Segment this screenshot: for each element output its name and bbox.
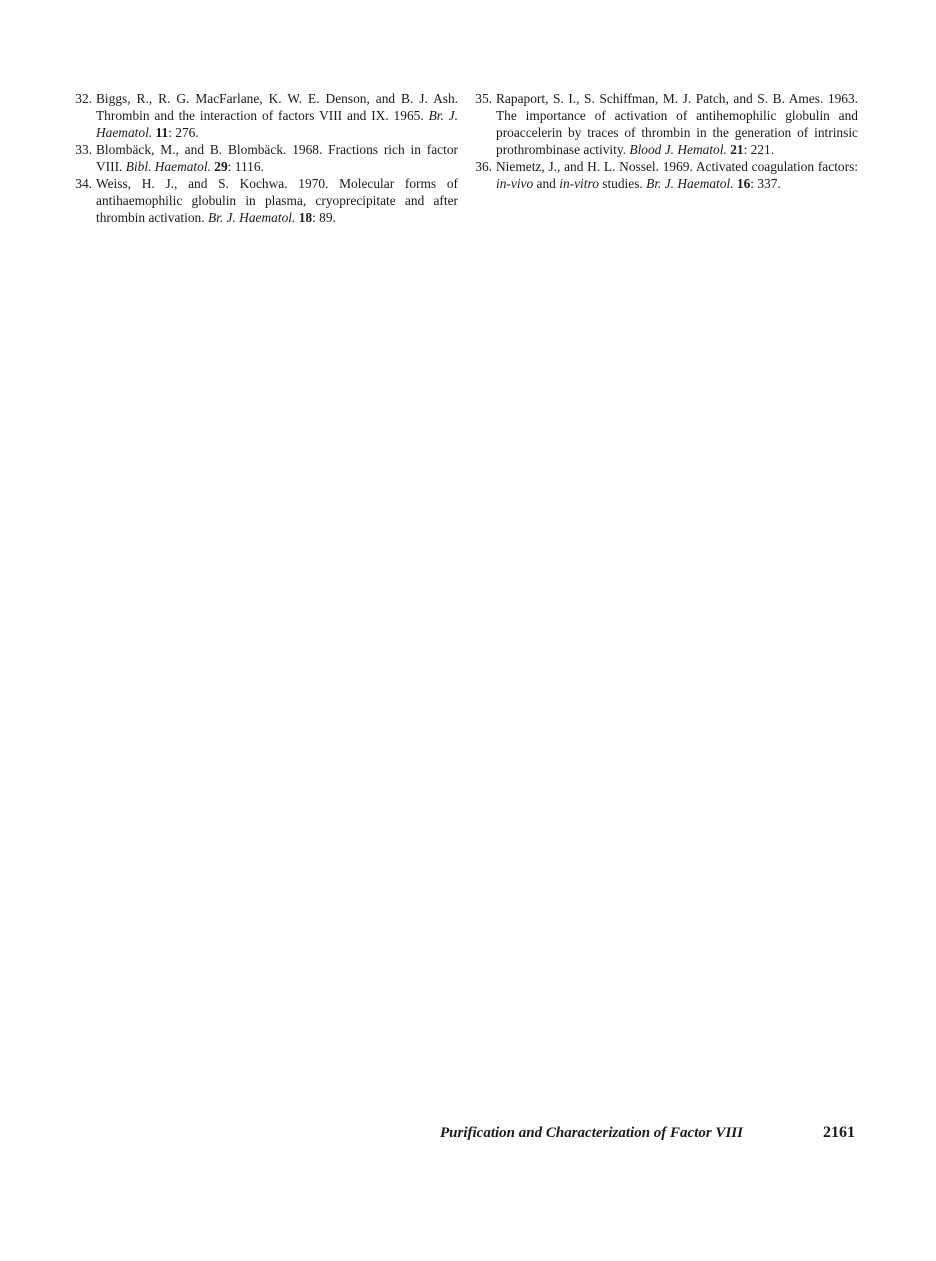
italic-term: in-vivo [496, 176, 534, 191]
journal-name: Br. J. Haematol. [207, 210, 296, 225]
italic-term: in-vitro [559, 176, 599, 191]
reference-33 [66, 141, 458, 175]
journal-name: Br. J. Haematol. [96, 108, 458, 140]
volume: 21 [730, 142, 744, 157]
reference-text: Biggs, R., R. G. MacFarlane, K. W. E. Denson, and B. J. Ash. Thrombin and the interaction of factors VIII and IX. 1965. Br. J. Haematol. 11: 276. [96, 91, 458, 140]
journal-name: Blood J. Hematol. [629, 142, 727, 157]
reference-36 [466, 158, 858, 192]
reference-number: 34. [75, 176, 92, 191]
reference-number: 36. [475, 159, 492, 174]
reference-text: Weiss, H. J., and S. Kochwa. 1970. Molecular forms of antihaemophilic globulin in plasma, cryoprecipitate and after thrombin activation. Br. J. Haematol. 18: 89. [96, 176, 458, 225]
page-number: 2161 [823, 1124, 855, 1141]
reference-32 [66, 90, 458, 141]
reference-text: Rapaport, S. I., S. Schiffman, M. J. Patch, and S. B. Ames. 1963. The importance of activation of antihemophilic globulin and proaccelerin by traces of thrombin in the generation of intrinsic prothrombinase activity. Blood J. Hematol. 21: 221. [496, 91, 858, 157]
reference-35 [466, 90, 858, 158]
volume: 11 [155, 125, 169, 140]
references-left-column [66, 90, 458, 226]
reference-number: 33. [75, 142, 92, 157]
reference-text: Niemetz, J., and H. L. Nossel. 1969. Activated coagulation factors: in-vivo and in-vitro studies. Br. J. Haematol. 16: 337. [496, 159, 858, 191]
page-footer [440, 1124, 855, 1142]
reference-number: 32. [75, 91, 92, 106]
volume: 29 [214, 159, 228, 174]
reference-text: Blombäck, M., and B. Blombäck. 1968. Fractions rich in factor VIII. Bibl. Haematol. 29: 1116. [96, 142, 458, 174]
volume: 16 [736, 176, 751, 191]
references-right-column [466, 90, 858, 192]
journal-name: Bibl. Haematol. [125, 159, 211, 174]
running-title: Purification and Characterization of Factor VIII [440, 1125, 743, 1141]
reference-34 [66, 175, 458, 226]
volume: 18 [298, 210, 313, 225]
journal-name: Br. J. Haematol. [646, 176, 734, 191]
reference-number: 35. [475, 91, 492, 106]
